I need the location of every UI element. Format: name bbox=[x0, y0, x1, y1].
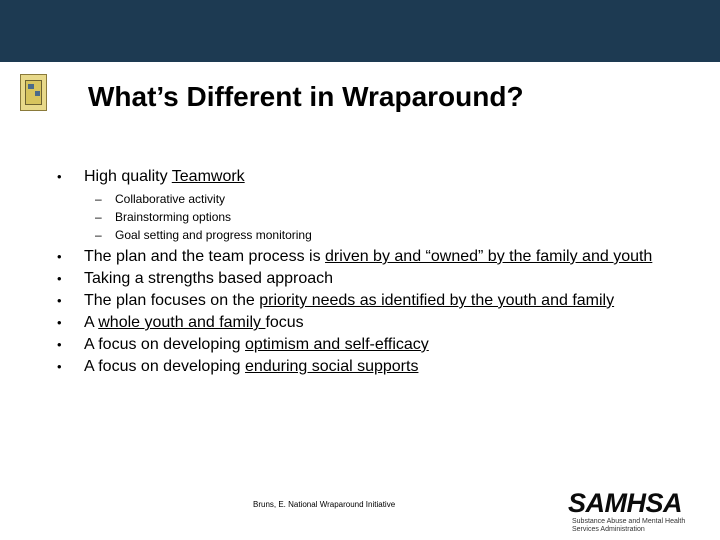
bullet-icon: • bbox=[57, 169, 62, 184]
bullet-icon: • bbox=[57, 293, 62, 308]
sub-bullet bbox=[57, 208, 672, 226]
bullet-text: A focus on developing bbox=[84, 358, 246, 375]
sub-bullet bbox=[57, 226, 672, 244]
underlined-text: Teamwork bbox=[171, 168, 245, 185]
logo-wordmark: SAMHSA bbox=[568, 488, 683, 518]
slide-thumbnail-icon bbox=[20, 74, 47, 111]
bullet-priority-needs bbox=[57, 290, 672, 312]
samhsa-logo bbox=[566, 488, 694, 532]
sub-bullet bbox=[57, 190, 672, 208]
logo-tagline: Substance Abuse and Mental Health bbox=[572, 518, 686, 525]
underlined-text: optimism and self-efficacy bbox=[245, 336, 429, 353]
bullet-text: High quality bbox=[84, 168, 172, 185]
bullet-optimism bbox=[57, 334, 672, 356]
bullet-text: The plan focuses on the bbox=[84, 292, 260, 309]
bullet-icon: • bbox=[57, 359, 62, 374]
bullet-icon: • bbox=[57, 271, 62, 286]
underlined-text: whole youth and family bbox=[98, 314, 266, 331]
sub-bullet-text: Collaborative activity bbox=[115, 192, 226, 206]
header-bar bbox=[0, 0, 720, 62]
bullet-strengths bbox=[57, 268, 672, 290]
bullet-text: The plan and the team process is bbox=[84, 248, 326, 265]
bullet-icon: • bbox=[57, 315, 62, 330]
bullet-text: focus bbox=[265, 314, 304, 331]
dash-icon: – bbox=[95, 210, 102, 224]
sub-bullet-text: Brainstorming options bbox=[115, 210, 232, 224]
bullet-text: A bbox=[84, 314, 99, 331]
bullet-icon: • bbox=[57, 337, 62, 352]
bullet-list bbox=[57, 166, 672, 378]
bullet-text: A focus on developing bbox=[84, 336, 246, 353]
sub-bullet-text: Goal setting and progress monitoring bbox=[115, 228, 312, 242]
source-credit: Bruns, E. National Wraparound Initiative bbox=[253, 500, 396, 509]
bullet-plan-owned bbox=[57, 246, 672, 268]
bullet-whole-family bbox=[57, 312, 672, 334]
slide-title: What’s Different in Wraparound? bbox=[88, 81, 524, 112]
bullet-teamwork bbox=[57, 166, 672, 188]
bullet-social-supports bbox=[57, 356, 672, 378]
bullet-icon: • bbox=[57, 249, 62, 264]
dash-icon: – bbox=[95, 228, 102, 242]
underlined-text: priority needs as identified by the youth and family bbox=[259, 292, 615, 309]
underlined-text: enduring social supports bbox=[245, 358, 419, 375]
logo-tagline: Services Administration bbox=[572, 526, 645, 533]
dash-icon: – bbox=[95, 192, 102, 206]
underlined-text: driven by and “owned” by the family and youth bbox=[325, 248, 653, 265]
bullet-text: Taking a strengths based approach bbox=[84, 270, 334, 287]
